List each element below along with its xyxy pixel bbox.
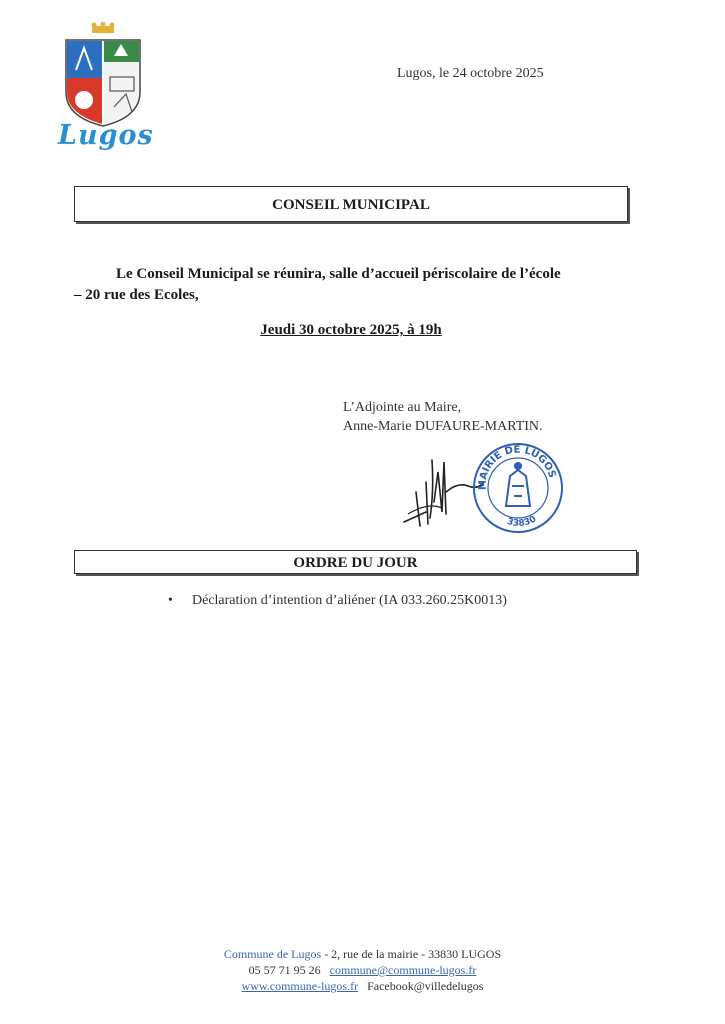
intro-paragraph bbox=[74, 264, 634, 306]
date-line: Lugos, le 24 octobre 2025 bbox=[397, 66, 544, 81]
agenda-heading: ORDRE DU JOUR bbox=[74, 550, 637, 574]
footer-commune: Commune de Lugos bbox=[223, 947, 322, 961]
bullet-icon: • bbox=[168, 593, 173, 608]
footer-facebook: Facebook@villedelugos bbox=[367, 979, 484, 993]
footer-email-link[interactable]: commune@commune-lugos.fr bbox=[329, 963, 477, 977]
footer-phone: 05 57 71 95 26 bbox=[248, 963, 321, 977]
logo-text: Lugos bbox=[58, 120, 154, 151]
signatory-role: L’Adjointe au Maire, bbox=[343, 400, 462, 415]
list-item bbox=[168, 593, 507, 609]
intro-line-2: – 20 rue des Ecoles, bbox=[74, 287, 199, 303]
municipal-seal bbox=[470, 440, 565, 535]
intro-line-1: Le Conseil Municipal se réunira, salle d’accueil périscolaire de l’école bbox=[116, 266, 561, 282]
signatory-block bbox=[343, 398, 543, 436]
signatory-name: Anne-Marie DUFAURE-MARTIN. bbox=[343, 419, 543, 434]
seal-bottom-text: 33830 bbox=[505, 514, 539, 529]
seal-top-text: MAIRIE DE LUGOS bbox=[477, 444, 558, 491]
page-title: CONSEIL MUNICIPAL bbox=[74, 186, 628, 222]
agenda-item-text: Déclaration d’intention d’aliéner (IA 033.260.25K0013) bbox=[192, 593, 507, 608]
footer-website-link[interactable]: www.commune-lugos.fr bbox=[241, 979, 359, 993]
footer-address: - 2, rue de la mairie - 33830 LUGOS bbox=[321, 947, 502, 961]
meeting-date: Jeudi 30 octobre 2025, à 19h bbox=[260, 322, 442, 338]
footer bbox=[0, 946, 725, 994]
agenda-list bbox=[168, 593, 507, 609]
